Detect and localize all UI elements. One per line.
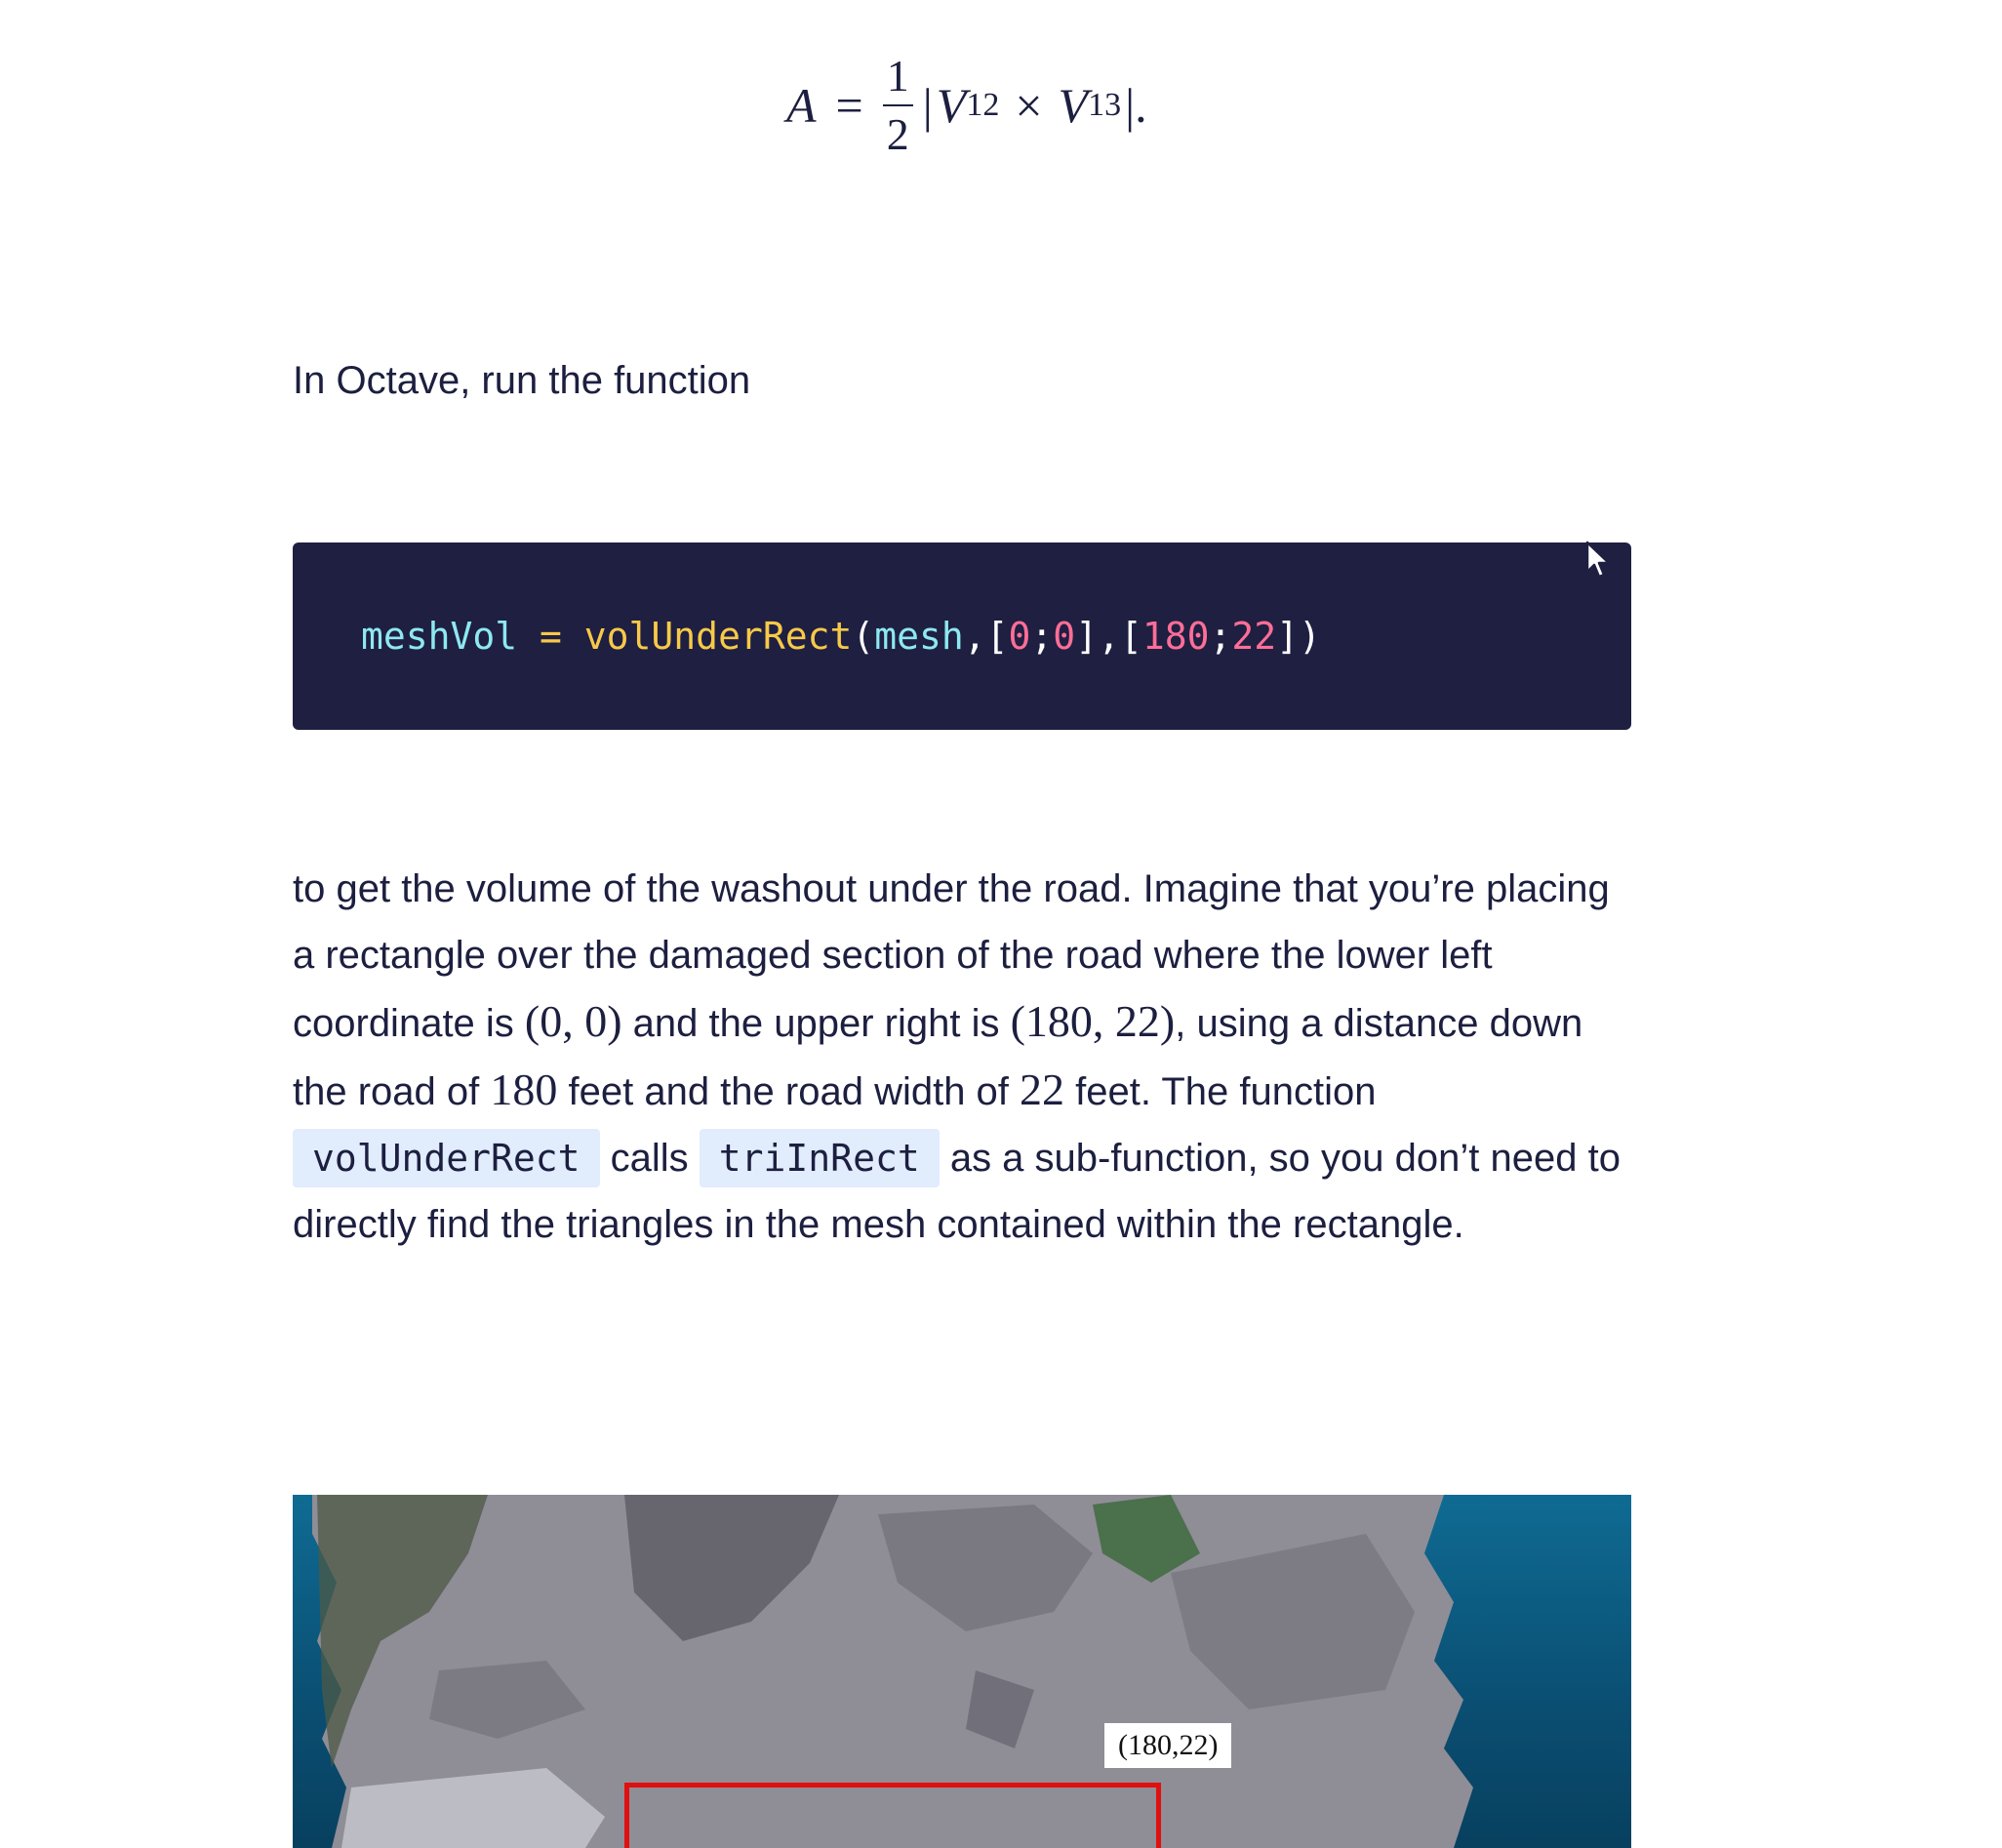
code-number: 0 <box>1053 615 1076 658</box>
code-variable: meshVol <box>361 615 518 658</box>
intro-paragraph: In Octave, run the function <box>293 359 751 402</box>
text-run: as a sub-function, so you don’t need to directly find the triangles in the mesh contained within the rectangle. <box>293 1137 1621 1246</box>
math-upper-right: (180, 22) <box>1010 996 1176 1046</box>
code-number: 180 <box>1141 615 1210 658</box>
vector-v13: V <box>1058 78 1089 133</box>
inline-code-volunderrect: volUnderRect <box>293 1129 600 1187</box>
fraction-denominator: 2 <box>886 109 909 159</box>
code-block[interactable] <box>293 542 1631 730</box>
text-run: and the upper right is <box>621 1002 1011 1045</box>
mouse-cursor-icon <box>1585 541 1613 580</box>
text-run: , using a distance down the road of <box>293 1002 1583 1113</box>
cross-product-sign: × <box>1015 78 1043 133</box>
code-arg-mesh: mesh <box>874 615 964 658</box>
abs-close: |. <box>1125 78 1147 133</box>
code-sep: ],[ <box>1075 615 1142 658</box>
math-width: 22 <box>1020 1065 1065 1114</box>
math-distance: 180 <box>490 1065 558 1114</box>
math-lower-left: (0, 0) <box>524 996 622 1046</box>
code-assign: = <box>517 615 584 658</box>
washout-mesh-figure <box>293 1495 1631 1848</box>
selection-rectangle <box>624 1783 1161 1848</box>
code-semicolon: ; <box>1030 615 1054 658</box>
code-function-name: volUnderRect <box>583 615 853 658</box>
inline-code-triinrect: triInRect <box>700 1129 940 1187</box>
text-run: feet. The function <box>1064 1070 1377 1113</box>
code-number: 0 <box>1008 615 1031 658</box>
vector-v12: V <box>936 78 967 133</box>
code-number: 22 <box>1231 615 1277 658</box>
fraction-numerator: 1 <box>883 48 913 106</box>
vector-v13-subscript: 13 <box>1088 87 1122 123</box>
abs-open: | <box>922 78 933 133</box>
formula-fraction <box>883 48 913 163</box>
text-run: to get the volume of the washout under the road. Imagine that you’re placing a rectangle over the damaged section of the road where the lower left coordinate is <box>293 867 1610 1045</box>
code-paren-close: ]) <box>1276 615 1321 658</box>
code-paren-open: ( <box>852 615 875 658</box>
coordinate-label: (180,22) <box>1104 1723 1231 1768</box>
code-semicolon: ; <box>1209 615 1232 658</box>
description-paragraph <box>293 856 1639 1258</box>
text-run: calls <box>599 1137 700 1180</box>
formula-lhs: A <box>786 78 817 133</box>
text-run: feet and the road width of <box>557 1070 1021 1113</box>
formula-equals: = <box>835 78 863 133</box>
code-sep: ,[ <box>963 615 1009 658</box>
vector-v12-subscript: 12 <box>966 87 1000 123</box>
area-formula <box>786 47 1151 164</box>
